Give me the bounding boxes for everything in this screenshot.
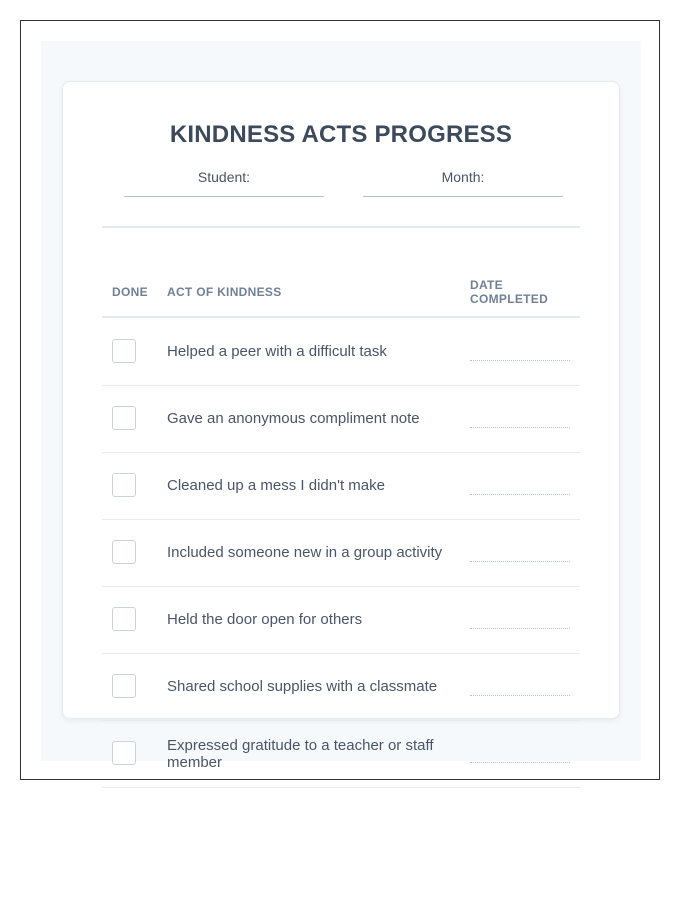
- student-label: Student:: [197, 169, 251, 185]
- month-label: Month:: [441, 169, 485, 185]
- done-checkbox[interactable]: [112, 674, 136, 698]
- done-checkbox[interactable]: [112, 406, 136, 430]
- done-checkbox[interactable]: [112, 339, 136, 363]
- act-text: Gave an anonymous compliment note: [167, 410, 420, 427]
- column-header-done: DONE: [112, 285, 148, 299]
- act-text: Expressed gratitude to a teacher or staff member: [167, 737, 434, 771]
- column-header-act: ACT OF KINDNESS: [167, 285, 282, 299]
- date-completed-line[interactable]: [470, 427, 570, 428]
- column-header-date: DATE COMPLETED: [470, 278, 549, 306]
- done-checkbox[interactable]: [112, 607, 136, 631]
- page-title: KINDNESS ACTS PROGRESS: [169, 121, 513, 148]
- table-row: [102, 385, 580, 453]
- done-checkbox[interactable]: [112, 540, 136, 564]
- month-field[interactable]: [363, 169, 563, 197]
- date-completed-line[interactable]: [470, 561, 570, 562]
- date-completed-line[interactable]: [470, 494, 570, 495]
- done-checkbox[interactable]: [112, 741, 136, 765]
- table-row: [102, 318, 580, 386]
- act-text: Included someone new in a group activity: [167, 544, 443, 561]
- table-row: [102, 720, 580, 788]
- act-text: Cleaned up a mess I didn't make: [167, 477, 385, 494]
- table-row: [102, 452, 580, 520]
- date-completed-line[interactable]: [470, 695, 570, 696]
- date-completed-line[interactable]: [470, 762, 570, 763]
- date-completed-line[interactable]: [470, 360, 570, 361]
- table-row: [102, 653, 580, 721]
- act-text: Helped a peer with a difficult task: [167, 343, 387, 360]
- table-row: [102, 586, 580, 654]
- month-input-line[interactable]: [363, 196, 563, 197]
- date-completed-line[interactable]: [470, 628, 570, 629]
- act-text: Held the door open for others: [167, 611, 363, 628]
- table-row: [102, 519, 580, 587]
- done-checkbox[interactable]: [112, 473, 136, 497]
- header-divider: [102, 226, 580, 228]
- student-input-line[interactable]: [124, 196, 324, 197]
- act-text: Shared school supplies with a classmate: [167, 678, 438, 695]
- student-field[interactable]: [124, 169, 324, 197]
